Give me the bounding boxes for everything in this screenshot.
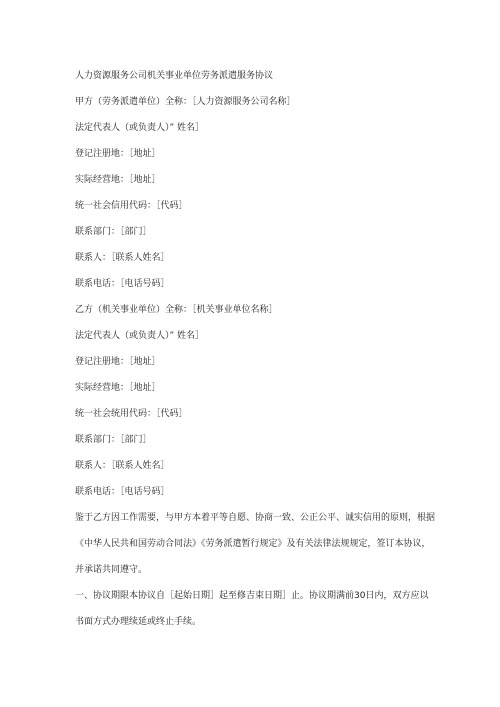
- party-b-credit-code: 统一社会统用代码：［代码］: [75, 409, 188, 419]
- preamble-paragraph: 鉴于乙方因工作需要，与甲方本着平等自愿、协商一致、公正公平、诚实信用的原则，根据《中华人民共和国劳动合同法》《劳务派遣暂行规定》及有关法律法规规定，签订本协议，并承诺共同遵守。: [75, 513, 436, 575]
- party-a-department: 联系部门：［部门］: [75, 227, 152, 237]
- document-title: 人力资源服务公司机关事业单位劳务派遣服务协议: [75, 71, 274, 81]
- party-a-name: 甲方（劳务派遣单位）全称：［人力资源服务公司名称］: [75, 97, 296, 107]
- party-a-credit-code: 统一社会信用代码：［代码］: [75, 201, 188, 211]
- party-b-name: 乙方（机关事业单位）全称：［机关事业单位名称］: [75, 305, 278, 315]
- party-b-op-address: 实际经营地：［地址］: [75, 383, 161, 393]
- party-b-reg-address: 登记注册地：［地址］: [75, 357, 161, 367]
- party-a-legal-rep: 法定代表人（或负责人）” 姓名］: [75, 123, 205, 133]
- clause-1-term: 一、协议期限本协议自［起始日期］起至修吉束日期］止。协议期满前30日内，双方应以书面方式办理续延或终止手续。: [75, 591, 429, 627]
- party-a-op-address: 实际经营地：［地址］: [75, 175, 161, 185]
- party-a-phone: 联系电话：［电话号码］: [75, 279, 170, 289]
- party-b-contact: 联系人：［联系人姓名］: [75, 461, 170, 471]
- party-a-contact: 联系人：［联系人姓名］: [75, 253, 170, 263]
- party-b-phone: 联系电话：［电话号码］: [75, 487, 170, 497]
- party-b-legal-rep: 法定代表人（或负责人）” 姓名］: [75, 331, 205, 341]
- party-b-department: 联系部门：［部门］: [75, 435, 152, 445]
- party-a-reg-address: 登记注册地：［地址］: [75, 149, 161, 159]
